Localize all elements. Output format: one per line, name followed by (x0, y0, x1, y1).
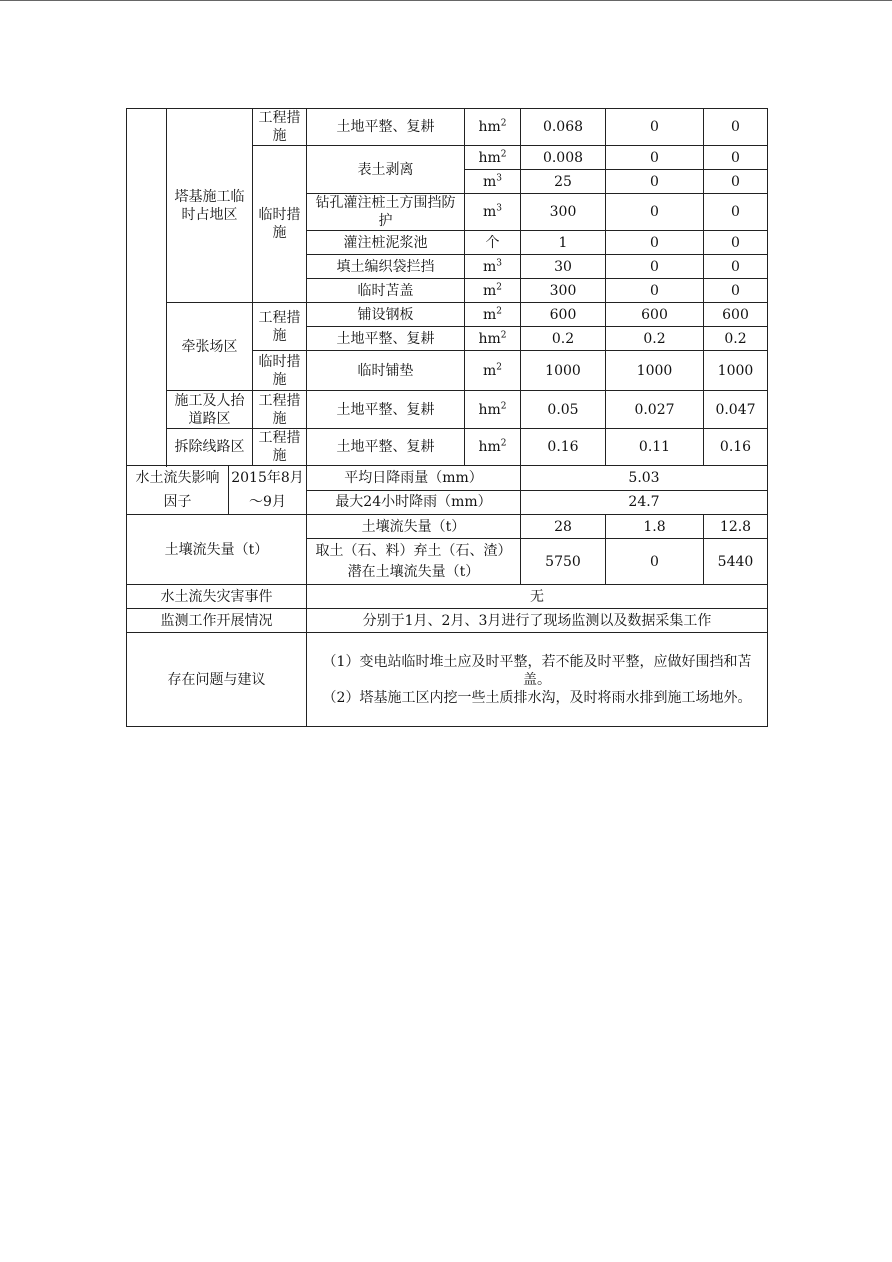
value-cell: 1 (521, 231, 606, 255)
measure-cell: 土地平整、复耕 (307, 109, 465, 146)
measure-cell: 钻孔灌注桩土方围挡防护 (307, 194, 465, 231)
measure-cell: 土地平整、复耕 (307, 391, 465, 429)
value-cell: 0.2 (606, 327, 704, 351)
potential-loss-label: 取土（石、料）弃土（石、渣）潜在土壤流失量（t） (307, 539, 521, 585)
issues-label: 存在问题与建议 (127, 633, 307, 727)
value-cell: 0 (704, 146, 768, 170)
value-cell: 0 (606, 109, 704, 146)
value-cell: 0.068 (521, 109, 606, 146)
value-cell: 0 (704, 279, 768, 303)
unit-cell: $m^2$ (465, 279, 521, 303)
value-cell: 600 (521, 303, 606, 327)
value-cell: 0 (704, 255, 768, 279)
factors-label: 水土流失影响因子 (127, 466, 229, 515)
unit-cell: $m^3$ (465, 170, 521, 194)
monitoring-table (126, 108, 768, 727)
value-cell: 0 (606, 170, 704, 194)
unit-cell: $m^3$ (465, 255, 521, 279)
measure-cell: 铺设钢板 (307, 303, 465, 327)
value-cell: 0 (606, 194, 704, 231)
zone-cell: 塔基施工临时占地区 (167, 109, 253, 303)
value-cell: 0.027 (606, 391, 704, 429)
avg-rain-label: 平均日降雨量（mm） (307, 466, 521, 491)
table-row (127, 515, 768, 539)
table-row (127, 303, 768, 327)
value-cell: 0 (704, 170, 768, 194)
value-cell: 0.16 (521, 429, 606, 466)
table-row (127, 429, 768, 466)
value-cell: 1000 (521, 351, 606, 391)
value-cell: 12.8 (704, 515, 768, 539)
table-row (127, 633, 768, 727)
unit-cell: $hm^2$ (465, 327, 521, 351)
table-row (127, 466, 768, 491)
table-row (127, 609, 768, 633)
value-cell: 0.05 (521, 391, 606, 429)
measure-cell: 土地平整、复耕 (307, 429, 465, 466)
measure-cell: 灌注桩泥浆池 (307, 231, 465, 255)
measure-cell: 临时苫盖 (307, 279, 465, 303)
value-cell: 0 (606, 146, 704, 170)
value-cell: 0 (704, 194, 768, 231)
value-cell: 0 (606, 231, 704, 255)
value-cell: 1.8 (606, 515, 704, 539)
unit-cell: $hm^2$ (465, 109, 521, 146)
unit-cell: $m^2$ (465, 351, 521, 391)
monitor-label: 监测工作开展情况 (127, 609, 307, 633)
table-row (127, 585, 768, 609)
issues-content (307, 633, 768, 727)
value-cell: 0 (606, 279, 704, 303)
issue-item: （1）变电站临时堆土应及时平整，若不能及时平整，应做好围挡和苫盖。 (322, 653, 752, 688)
measure-cell: 土地平整、复耕 (307, 327, 465, 351)
table-row (127, 109, 768, 146)
type-cell: 临时措施 (253, 146, 307, 303)
measure-cell: 表土剥离 (307, 146, 465, 194)
value-cell: 0.16 (704, 429, 768, 466)
value-cell: 0.008 (521, 146, 606, 170)
unit-cell: $hm^2$ (465, 429, 521, 466)
top-border-line (0, 0, 892, 1)
value-cell: 25 (521, 170, 606, 194)
type-cell: 工程措施 (253, 391, 307, 429)
issue-item: （2）塔基施工区内挖一些土质排水沟，及时将雨水排到施工场地外。 (322, 689, 752, 706)
disaster-label: 水土流失灾害事件 (127, 585, 307, 609)
zone-cell: 牵张场区 (167, 303, 253, 391)
unit-cell: $m^3$ (465, 194, 521, 231)
value-cell: 0.2 (521, 327, 606, 351)
zone-cell: 施工及人抬道路区 (167, 391, 253, 429)
avg-rain-value: 5.03 (521, 466, 768, 491)
value-cell: 1000 (606, 351, 704, 391)
type-cell: 工程措施 (253, 429, 307, 466)
type-cell: 工程措施 (253, 303, 307, 351)
soil-loss-row-label: 土壤流失量（t） (307, 515, 521, 539)
unit-cell: $m^2$ (465, 303, 521, 327)
value-cell: 0 (704, 231, 768, 255)
value-cell: 28 (521, 515, 606, 539)
monitor-value: 分别于1月、2月、3月进行了现场监测以及数据采集工作 (307, 609, 768, 633)
value-cell: 0 (704, 109, 768, 146)
value-cell: 300 (521, 279, 606, 303)
measure-cell: 填土编织袋拦挡 (307, 255, 465, 279)
value-cell: 30 (521, 255, 606, 279)
value-cell: 0.047 (704, 391, 768, 429)
soil-loss-label: 土壤流失量（t） (127, 515, 307, 585)
value-cell: 0 (606, 255, 704, 279)
value-cell: 5750 (521, 539, 606, 585)
value-cell: 600 (704, 303, 768, 327)
value-cell: 600 (606, 303, 704, 327)
value-cell: 300 (521, 194, 606, 231)
zone-cell: 拆除线路区 (167, 429, 253, 466)
max-rain-value: 24.7 (521, 490, 768, 515)
measure-cell: 临时铺垫 (307, 351, 465, 391)
period-cell: 2015年8月～9月 (229, 466, 307, 515)
type-cell: 临时措施 (253, 351, 307, 391)
unit-cell: 个 (465, 231, 521, 255)
max-rain-label: 最大24小时降雨（mm） (307, 490, 521, 515)
value-cell: 5440 (704, 539, 768, 585)
type-cell: 工程措施 (253, 109, 307, 146)
table-row (127, 391, 768, 429)
value-cell: 0.2 (704, 327, 768, 351)
value-cell: 0.11 (606, 429, 704, 466)
unit-cell: $hm^2$ (465, 146, 521, 170)
unit-cell: $hm^2$ (465, 391, 521, 429)
disaster-value: 无 (307, 585, 768, 609)
blank-category-cell (127, 109, 167, 466)
value-cell: 0 (606, 539, 704, 585)
value-cell: 1000 (704, 351, 768, 391)
